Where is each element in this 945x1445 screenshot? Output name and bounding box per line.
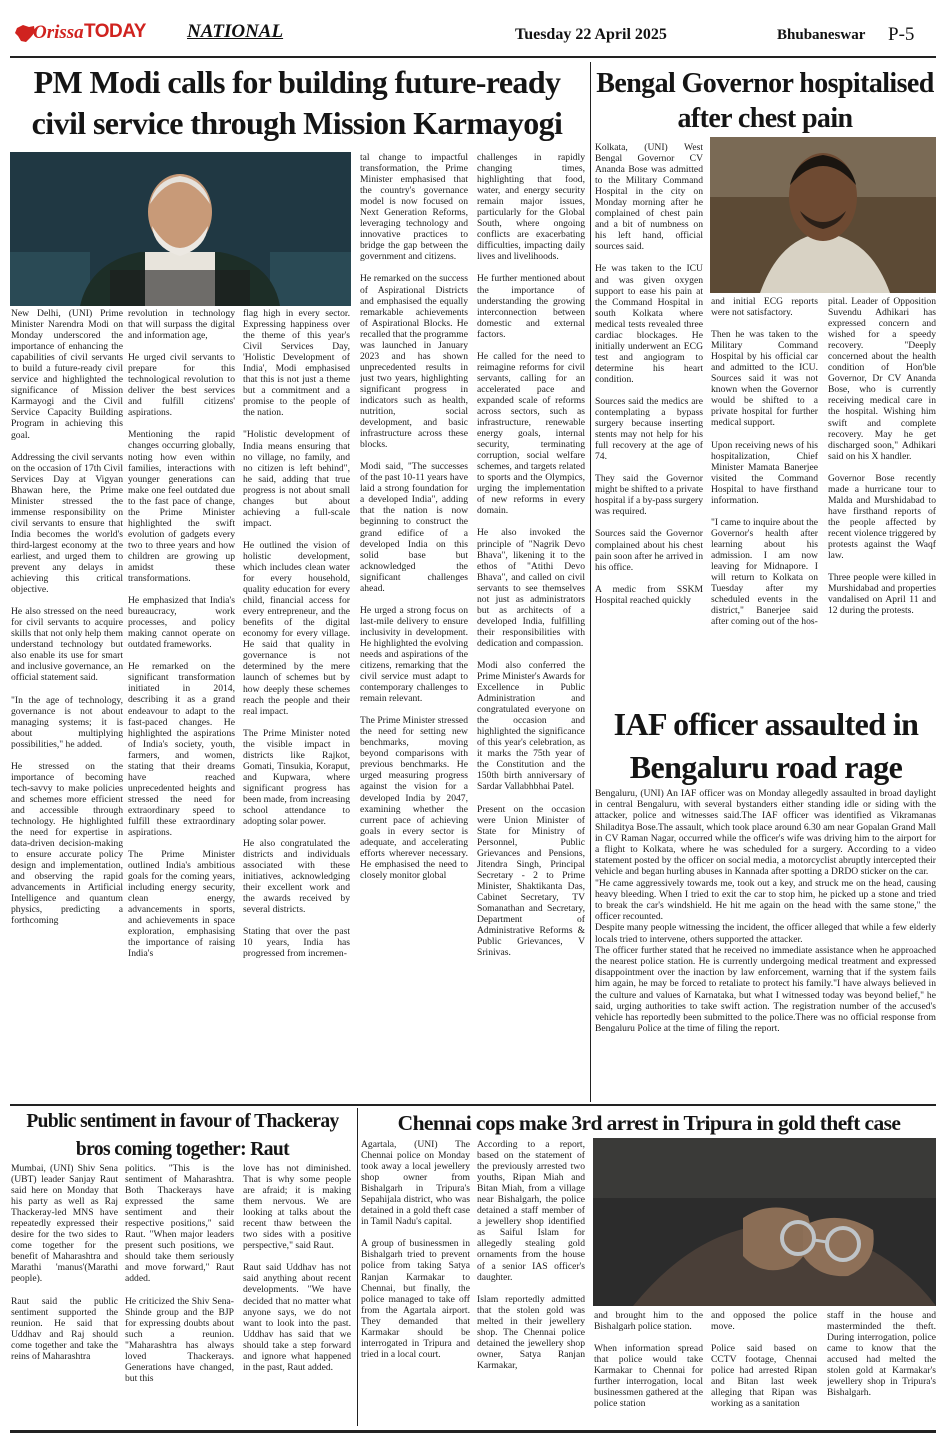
story2-column-1: Kolkata, (UNI) West Bengal Governor CV Ananda Bose was admitted to the Military Command Hospital in the city on Monday morning after he complained of chest pain and a bit of numbness on his left hand, official sources said. He was taken to the ICU and was given oxygen support to ease his pain at the Command Hospital in south Kolkata where medical tests revealed three cardiac blockages. He initially underwent an ECG test and angiogram to determine his heart condition. Sources said the medics are contemplating a bypass surgery because inserting stents may not help for his full recovery at the age of 74. They said the Governor might be shifted to a private hospital if a by-pass surgery was required. Sources said the Governor complained about his chest pain soon after he arrived in his office. A medic from SSKM Hospital reached quickly (595, 142, 703, 606)
masthead-rule (10, 56, 936, 58)
story4-column-2: politics. "This is the sentiment of Maharashtra. Both Thackerays have expressed the same sentiment and their respective positions," said Raut. "When major leaders present such positions, we should take them seriously and move forward," Raut added. He criticized the Shiv Sena-Shinde group and the BJP for expressing doubts about such a reunion. "Maharashtra has always loved Thackerays. Generations have changed, but this (125, 1163, 234, 1384)
bottom-section-rule (10, 1104, 936, 1106)
story4-headline: Public sentiment in favour of Thackeray bros coming together: Raut (26, 1111, 339, 1160)
page-number: P-5 (888, 24, 915, 45)
story1-column-3: flag high in every sector. Expressing happiness over the theme of this year's Civil Services Day, 'Holistic Development of India', Modi emphasised that this is not just a theme but a commitment and a promise to the people of the nation. "Holistic development of India means ensuring that no village, no family, and no citizen is left behind", he said, adding that true progress is not about small changes but about achieving a full-scale impact. He outlined the vision of holistic development, which includes clean water for every household, quality education for every child, financial access for every entrepreneur, and the benefits of the digital economy for every village. He said that quality in governance is not determined by the mere launch of schemes but by how deeply these schemes reach the people and their real impact. The Prime Minister noted the visible impact in districts like Rajkot, Gomati, Tinsukia, Koraput, and Kupwara, where significant progress has been made, from increasing school attendance to adopting solar power. He also congratulated the districts and individuals associated with these initiatives, acknowledging their excellent work and the awards received by several districts. Stating that over the past 10 years, India has progressed from incremen- (243, 308, 350, 960)
story4-column-1: Mumbai, (UNI) Shiv Sena (UBT) leader Sanjay Raut said here on Monday that his party as well as Raj Thackeray-led MNS have repeatedly expressed their desire for the two sides to come together for the benefit of Maharashtra and Marathi 'manus'(Marathi people). Raut said the public sentiment supported the reunion. He said that Uddhav and Raj should come together and take the reins of Maharashtra (11, 1163, 118, 1362)
footer-rule (10, 1430, 936, 1433)
logo-word-today: TODAY (84, 21, 146, 42)
story2-headline: Bengal Governor hospitalised after chest pain (596, 68, 934, 134)
story5-photo-handcuffs (593, 1138, 936, 1306)
section-name: NATIONAL (187, 21, 284, 42)
masthead (0, 0, 945, 58)
story2-photo-governor (710, 137, 936, 293)
divider-story1-story2 (590, 62, 591, 1102)
story5-column-4: and opposed the police move. Police said based on CCTV footage, Chennai police had arrested Ripan and Bitan last week alleging that Ripan was working as a sanitation (711, 1310, 817, 1410)
story2-column-3: pital. Leader of Opposition Suvendu Adhikari has expressed concern and wished for a speedy recovery. "Deeply concerned about the health condition of Hon'ble Governor, Dr CV Ananda Bose, who is currently receiving medical care in the hospital. Wishing him swift and complete recovery. May he get discharged soon," Adhikari said on his X handler. Governor Bose recently made a hurricane tour to Malda and Murshidabad to have firsthand reports of the people affected by recent violence triggered by protests against the Waqf law. Three people were killed in Murshidabad and properties vandalised on April 11 and 12 during the protests. (828, 296, 936, 617)
story2-column-2: and initial ECG reports were not satisfactory. Then he was taken to the Military Command Hospital by his official car and admitted to the ICU. Sources said it was not known when the Governor would be shifted to a private hospital for further medical support. Upon receiving news of his hospitalization, Chief Minister Mamata Banerjee visited the Command Hospital to have firsthand information. "I came to inquire about the Governor's health after learning about his admission. I am now leaving for Midnapore. I will return to Kolkata on Tuesday after my scheduled events in the district," Banerjee said after coming out of the hos- (711, 296, 818, 628)
story5-headline: Chennai cops make 3rd arrest in Tripura in gold theft case (397, 1111, 901, 1135)
story3-body: Bengaluru, (UNI) An IAF officer was on Monday allegedly assaulted in broad daylight in central Bengaluru, with several bystanders either standing idle or siding with the attacker, police and witnesses said.The IAF officer was identified as Vikramanas Shiladitya Bose.The assault, which took place around 6.30 am near Gopalan Grand Mall in CV Raman Nagar, occurred while the officer's wife was driving him to the airport for a flight to Kolkata, where he was scheduled for a surgery. According to a video statement posted by the officer on social media, a motorcyclist abruptly intercepted their vehicle and began hurling abuses in Kannada after spotting a DRDO sticker on the car. "He came aggressively towards me, took out a key, and struck me on the head, causing heavy bleeding. When I tried to exit the car to stop him, he picked up a stone and tried to break the car's windshield. He hit me again on the head with the same stone," the officer recounted. Despite many people witnessing the incident, the officer alleged that while a few elderly locals tried to intervene, others supported the attacker. The officer further stated that he received no immediate assistance when he approached the nearest police station. He is currently undergoing medical treatment and expressed disappointment over the inaction by law enforcement, warning that if the system fails him again, he may be forced to retaliate to protect his family."I have always believed in the culture and values of Karnataka, but what I witnessed today was beyond belief," he said, urging authorities to take swift action. The registration number of the accused's vehicle has reportedly been submitted to the police.There was no official response from Bengaluru Police at the time of filing the report. (595, 788, 936, 1035)
story5-column-5: staff in the house and masterminded the theft. During interrogation, police came to know that the accused had melted the stolen gold at Karmakar's jewellery shop in Tripura's Bishalgarh. (827, 1310, 936, 1399)
story1-column-4: tal change to impactful transformation, the Prime Minister emphasised that the country's governance model is now focused on Next Generation Reforms, leveraging technology and innovative practices to bridge the gap between the government and citizens. He remarked on the success of Aspirational Districts and emphasised the equally remarkable achievements of Aspirational Blocks. He recalled that the programme was launched in January 2023 and has shown unprecedented results in just two years, highlighting significant progress in indicators such as health, nutrition, social development, and basic infrastructure across these blocks. Modi said, "The successes of the past 10-11 years have laid a strong foundation for a developed India", adding that the nation is now beginning to construct the grand edifice of a developed India on this solid base but acknowledged the significant challenges ahead. He urged a strong focus on last-mile delivery to ensure inclusivity in development. He highlighted the evolving needs and aspirations of the citizens, remarking that the civil service must adapt to contemporary challenges to remain relevant. The Prime Minister stressed the need for setting new benchmarks, moving beyond comparisons with previous benchmarks. He urged measuring progress against the vision for a developed India by 2047, examining whether the current pace of achieving goals in every sector is adequate, and accelerating efforts wherever necessary. He emphasised the need to closely monitor global (360, 152, 468, 881)
story1-photo-modi (10, 152, 351, 306)
logo-word-orissa: Orissa (33, 22, 84, 43)
story5-column-1: Agartala, (UNI) The Chennai police on Monday took away a local jewellery shop owner from Bishalgarh in Tripura's Sepahijala district, who was detained in a gold theft case in Tamil Nadu's capital. A group of businessmen in Bishalgarh tried to prevent police from taking Satya Ranjan Karmakar to Chennai, but finally, the police managed to take off from the Agartala airport. They demanded that Karmakar should be interrogated in Tripura and tried in a local court. (361, 1139, 470, 1360)
story5-column-3: and brought him to the Bishalgarh police station. When information spread that police would take Karmakar to Chennai for further interrogation, local businessmen gathered at the police station (594, 1310, 703, 1410)
city: Bhubaneswar (777, 27, 866, 43)
logo (14, 22, 149, 46)
issue-date: Tuesday 22 April 2025 (515, 26, 667, 43)
story4-column-3: love has not diminished. That is why some people are afraid; it is making them nervous. We are looking at talks about the recent thaw between the two sides with a positive perspective," said Raut. Raut said Uddhav has not said anything about recent developments. "We have decided that no matter what anyone says, we do not want to look into the past. Uddhav has said that we should take a step forward and ignore what happened in the past, Raut added. (243, 1163, 351, 1373)
divider-story4-story5 (357, 1108, 358, 1426)
story1-headline: PM Modi calls for building future-ready civil service through Mission Karmayogi (31, 64, 563, 141)
story5-column-2: According to a report, based on the statement of the previously arrested two youths, Ripan Miah and Bitan Miah, from a village near Bishalgarh, the police detained a staff member of a jewellery shop identified as Saiful Islam for allegedly stealing gold ornaments from the house of a senior IAS officer's daughter. Islam reportedly admitted that the stolen gold was melted in their jewellery shop. The Chennai police detained the jewellery shop owner, Satya Ranjan Karmakar, (477, 1139, 585, 1371)
story1-column-2: revolution in technology that will surpass the digital and information age, He urged civil servants to prepare for this technological revolution to deliver the best services and fulfill citizens' aspirations. Mentioning the rapid changes occurring globally, noting how even within families, interactions with younger generations can make one feel outdated due to the fast pace of change, the Prime Minister highlighted the swift evolution of gadgets every two to three years and how children are growing up amidst these transformations. He emphasized that India's bureaucracy, work processes, and policy making cannot operate on outdated frameworks. He remarked on the significant transformation initiated in 2014, describing it as a grand endeavour to adapt to the fast-paced changes. He highlighted the aspirations of India's society, youth, farmers, and women, stating that their dreams have reached unprecedented heights and stressed the need for extraordinary speed to fulfill these extraordinary aspirations. The Prime Minister outlined India's ambitious goals for the coming years, including energy security, clean energy, advancements in sports, and achievements in space exploration, emphasising the importance of raising India's (128, 308, 235, 960)
story3-headline: IAF officer assaulted in Bengaluru road rage (613, 706, 919, 785)
story1-column-5: challenges in rapidly changing times, highlighting that food, water, and energy security remain major issues, particularly for the Global South, where ongoing conflicts are exacerbating difficulties, impacting daily lives and livelihoods. He further mentioned about the importance of understanding the growing interconnection between domestic and external factors. He called for the need to reimagine reforms for civil servants, calling for an accelerated pace and expanded scale of reforms across sectors, such as infrastructure, renewable energy goals, internal security, terminating corruption, social welfare schemes, and targets related to sports and the Olympics, urging the implementation of new reforms in every domain. He also invoked the principle of "Nagrik Devo Bhava", likening it to the ethos of "Atithi Devo Bhava", and called on civil servants to see themselves not just as administrators but as architects of a developed India, fulfilling their responsibilities with dedication and compassion. Modi also conferred the Prime Minister's Awards for Excellence in Public Administration and congratulated everyone on the occasion and highlighted the significance of this year's celebration, as it marks the 75th year of the Constitution and the 150th birth anniversary of Sardar Vallabhbhai Patel. Present on the occasion were Union Minister of State for Ministry of Personnel, Public Grievances and Pensions, Jitendra Singh, Principal Secretary - 2 to Prime Minister, Shaktikanta Das, Cabinet Secretary, TV Somanathan and Secretary, Department of Administrative Reforms & Public Grievances, V Srinivas. (477, 152, 585, 959)
story1-column-1: New Delhi, (UNI) Prime Minister Narendra Modi on Monday underscored the importance of enhancing the capabilities of civil servants to build a future-ready civil service and highlighted the significance of Mission Karmayogi and the Civil Service Capacity Building Program in achieving this goal. Addressing the civil servants on the occasion of 17th Civil Services Day at Vigyan Bhawan here, the Prime Minister stressed the immense responsibility on civil servants to ensure that India becomes the world's third-largest economy at the earliest, and urged them to prevent any delays in achieving this critical objective. He also stressed on the need for civil servants to acquire skills that not only help them understand technology but also enable its use for smart and inclusive governance, an official statement said. "In the age of technology, governance is not about managing systems; it is about multiplying possibilities," he added. He stressed on the importance of becoming tech-savvy to make policies and schemes more efficient and accessible through technology. He highlighted the need for expertise in data-driven decision-making to ensure accurate policy design and implementation, and observing the rapid advancements in Artificial Intelligence and quantum physics, predicting a forthcoming (11, 308, 123, 927)
